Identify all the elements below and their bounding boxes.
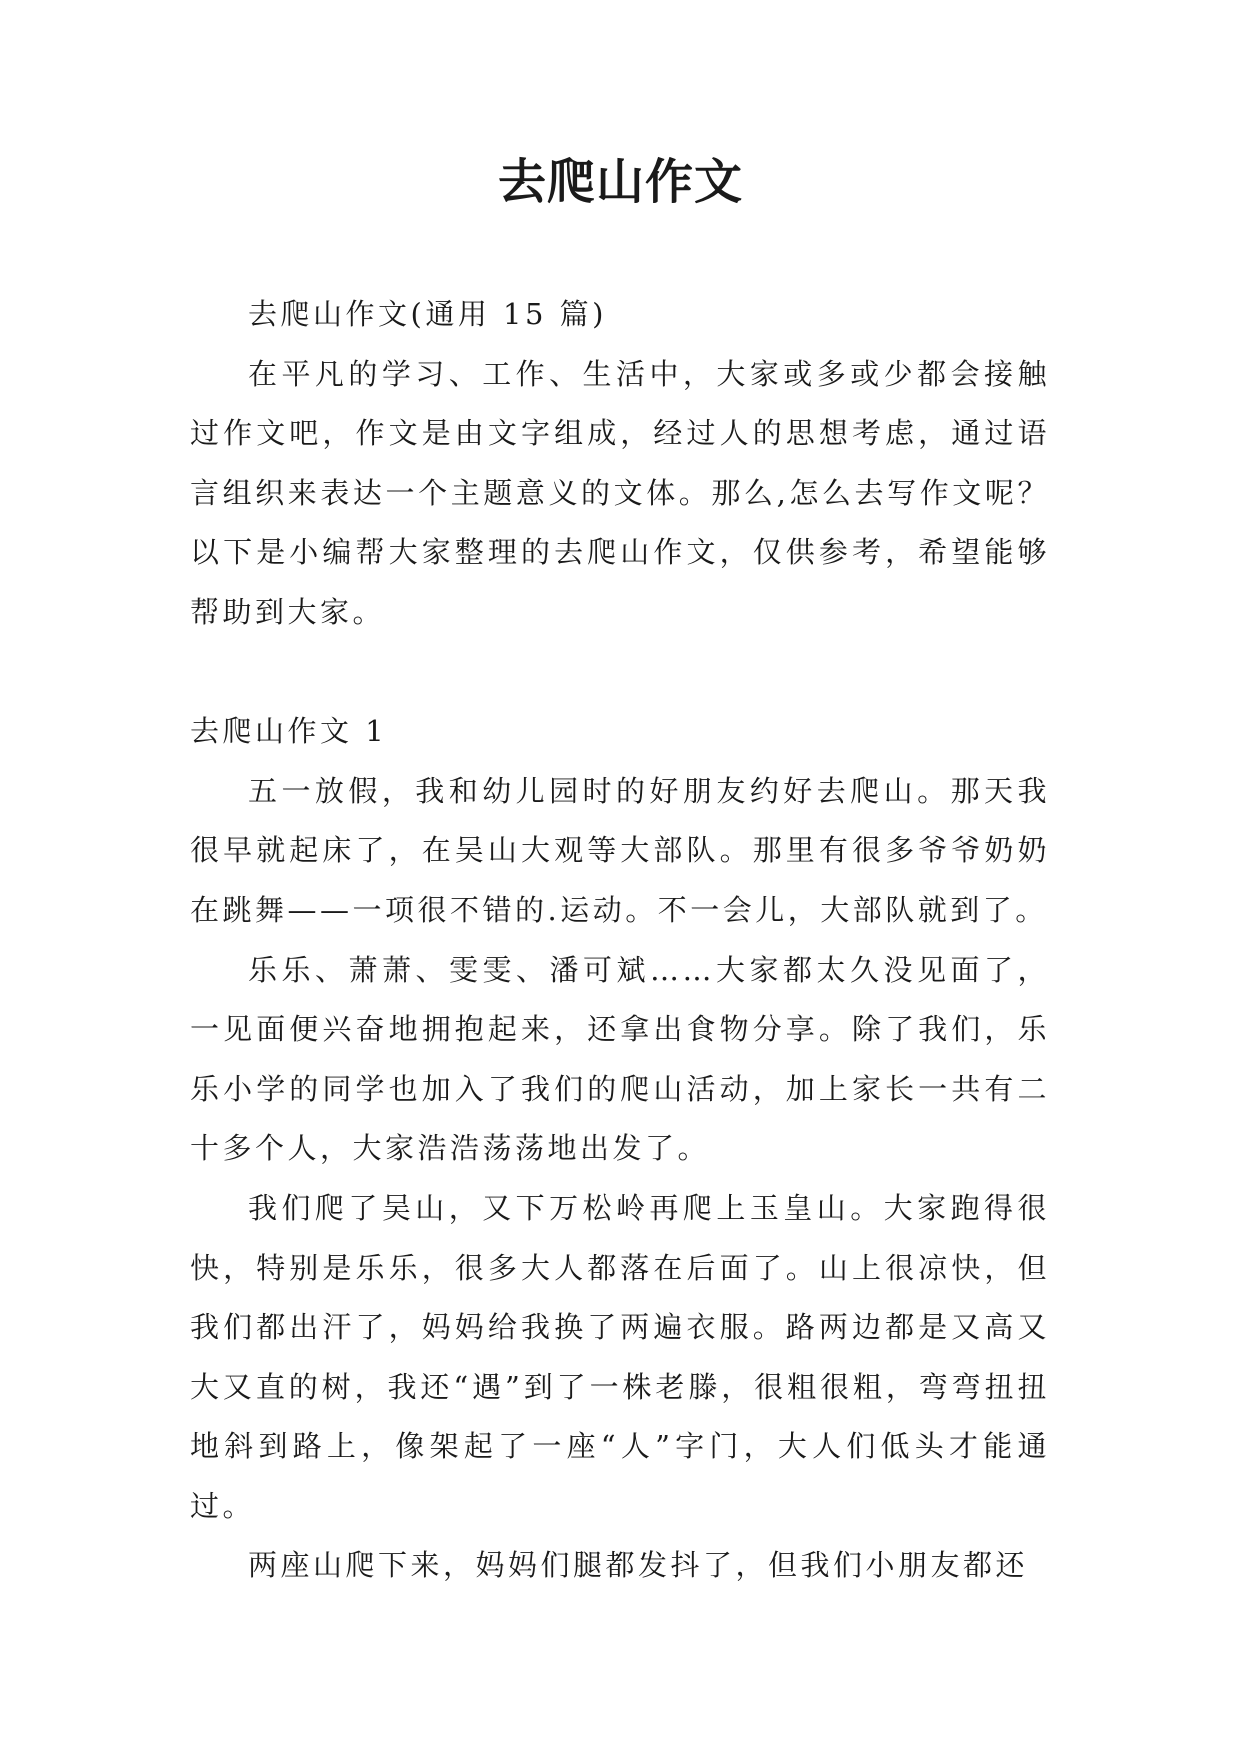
intro-paragraph: 在平凡的学习、工作、生活中，大家或多或少都会接触过作文吧，作文是由文字组成，经过人的思想考虑，通过语言组织来表达一个主题意义的文体。那么,怎么去写作文呢？以下是小编帮大家整理的去爬山作文，仅供参考，希望能够帮助到大家。 <box>190 356 1050 629</box>
body-paragraph: 两座山爬下来，妈妈们腿都发抖了，但我们小朋友都还 <box>248 1548 1029 1583</box>
body-paragraph: 我们爬了吴山，又下万松岭再爬上玉皇山。大家跑得很快，特别是乐乐，很多大人都落在后面了。山上很凉快，但我们都出汗了，妈妈给我换了两遍衣服。路两边都是又高又大又直的树，我还“遇”到了一株老滕，很粗很粗，弯弯扭扭地斜到路上，像架起了一座“人”字门，大人们低头才能通过。 <box>190 1190 1050 1523</box>
document-body <box>190 285 1050 1596</box>
page-title: 去爬山作文 <box>497 154 743 210</box>
section-heading: 去爬山作文 1 <box>190 714 388 749</box>
body-paragraph: 乐乐、萧萧、雯雯、潘可斌……大家都太久没见面了，一见面便兴奋地拥抱起来，还拿出食物分享。除了我们，乐乐小学的同学也加入了我们的爬山活动，加上家长一共有二十多个人，大家浩浩荡荡地出发了。 <box>190 952 1050 1166</box>
document-subtitle: 去爬山作文(通用 15 篇) <box>248 297 607 331</box>
body-paragraph: 五一放假，我和幼儿园时的好朋友约好去爬山。那天我很早就起床了，在吴山大观等大部队。那里有很多爷爷奶奶在跳舞——一项很不错的.运动。不一会儿，大部队就到了。 <box>190 773 1050 927</box>
